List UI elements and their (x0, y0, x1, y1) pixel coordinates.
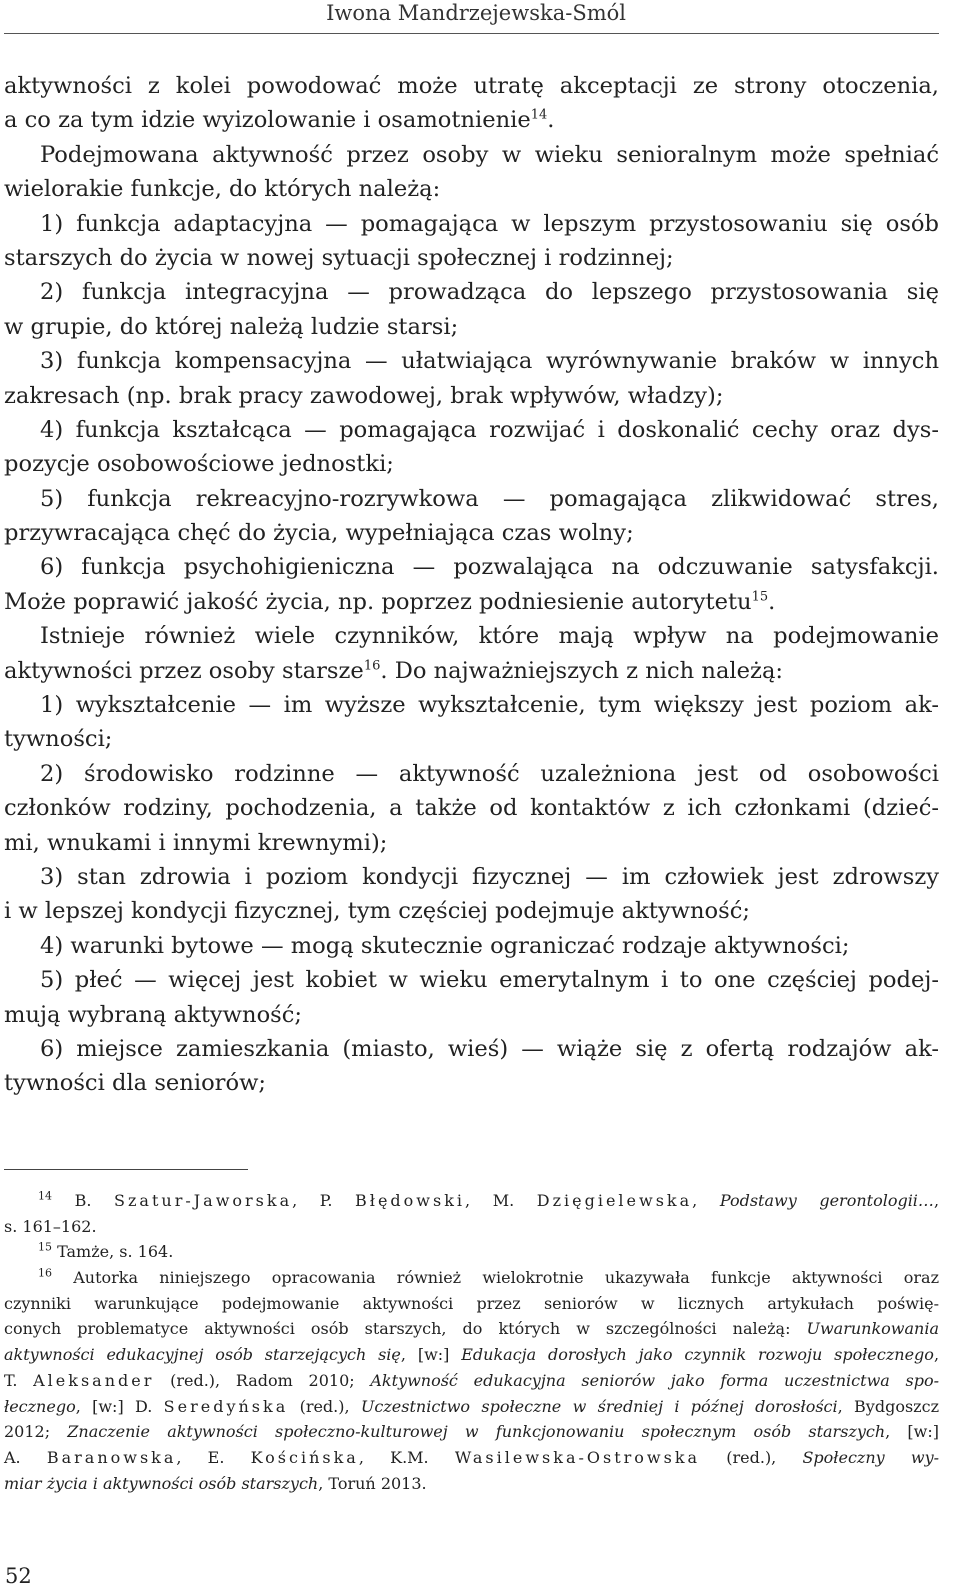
author-name: Kościńska (250, 1447, 359, 1467)
footnote-16-line (4, 1368, 939, 1394)
text-span: , K.M. (358, 1447, 455, 1467)
text-line: pozycje osobowościowe jednostki; (4, 451, 394, 478)
text-span: conych problematyce aktywności osób starszych, do których w szczególności należą: (4, 1319, 807, 1339)
footnote-14 (4, 1188, 939, 1214)
author-name: Aleksander (33, 1370, 155, 1390)
main-text (4, 69, 939, 1101)
text-line: wielorakie funkcje, do których należą: (4, 176, 441, 203)
text-span: , E. (176, 1447, 251, 1467)
footnote-15 (4, 1239, 939, 1265)
text-line: Istnieje również wiele czynników, które mają wpływ na podejmowanie (40, 623, 939, 650)
text-span: , Bydgoszcz (837, 1396, 939, 1416)
running-head (0, 0, 943, 34)
text-span: . Do najważniejszych z nich należą: (380, 657, 784, 684)
text-line: mują wybraną aktywność; (4, 1001, 303, 1028)
text-line: tywności dla seniorów; (4, 1070, 267, 1097)
text-span: (red.), (288, 1396, 361, 1416)
text-line: 3) funkcja kompensacyjna — ułatwiająca wyrównywanie braków w innych (40, 348, 939, 375)
author-name: Seredyńska (163, 1396, 289, 1416)
text-span: . (768, 588, 776, 615)
italic-title: łecznego (4, 1396, 76, 1416)
text-line: 4) warunki bytowe — mogą skutecznie ograniczać rodzaje aktywności; (40, 932, 850, 959)
text-span: Autorka niniejszego opracowania również wielokrotnie ukazywała funkcje aktywności oraz (52, 1268, 939, 1288)
author-name: Baranowska (46, 1447, 177, 1467)
footnote-14-cont: s. 161–162. (4, 1216, 97, 1236)
text-span: T. (4, 1370, 34, 1390)
text-line: członków rodziny, pochodzenia, a także od kontaktów z ich członkami (dzieć- (4, 795, 939, 822)
text-line: 5) funkcja rekreacyjno-rozrywkowa — pomagająca zlikwidować stres, (40, 485, 939, 512)
italic-title: Aktywność edukacyjna seniorów jako forma uczestnictwa spo- (370, 1370, 940, 1390)
text-line: 1) funkcja adaptacyjna — pomagająca w lepszym przystosowaniu się osób (40, 210, 939, 237)
footnote-16-line (4, 1342, 939, 1368)
footnote-16-line (4, 1471, 939, 1497)
footnote-16-line (4, 1445, 939, 1471)
text-line: starszych do życia w nowej sytuacji społecznej i rodzinnej; (4, 244, 674, 271)
footnote-number: 15 (38, 1241, 52, 1255)
footnote-16 (4, 1265, 939, 1291)
footnote-ref-14: 14 (530, 107, 548, 123)
text-line: tywności; (4, 726, 113, 753)
text-line: 1) wykształcenie — im wyższe wykształcenie, tym większy jest poziom ak- (40, 692, 939, 719)
text-span: a co za tym idzie wyizolowanie i osamotnienie (4, 107, 531, 134)
text-span: 2012; (4, 1422, 68, 1442)
text-line: przywracająca chęć do życia, wypełniająca czas wolny; (4, 520, 634, 547)
text-line (4, 585, 939, 619)
text-line: 3) stan zdrowia i poziom kondycji fizycznej — im człowiek jest zdrowszy (40, 863, 939, 890)
text-span: , P. (292, 1191, 355, 1210)
text-span: B. (52, 1191, 115, 1210)
footnote-16-line (4, 1394, 939, 1420)
text-span: , [w:] D. (75, 1396, 164, 1416)
text-line (4, 103, 939, 137)
italic-title: Uczestnictwo społeczne w średniej i późnej dorosłości (360, 1396, 838, 1416)
italic-title: Edukacja dorosłych jako czynnik rozwoju społecznego (461, 1345, 934, 1365)
italic-title: Uwarunkowania (806, 1319, 939, 1339)
text-span: , [w:] (885, 1422, 939, 1442)
author-name: Szatur-Jaworska (114, 1191, 293, 1210)
text-line: 2) funkcja integracyjna — prowadząca do lepszego przystosowania się (40, 279, 939, 306)
text-span: , M. (465, 1191, 537, 1210)
text-span: . (547, 107, 555, 134)
italic-title: aktywności edukacyjnej osób starzejących się (4, 1345, 401, 1365)
text-line: 2) środowisko rodzinne — aktywność uzależniona jest od osobowości (40, 760, 939, 787)
running-head-author: Iwona Mandrzejewska-Smól (326, 1, 626, 25)
book-title: Podstawy gerontologii… (719, 1191, 934, 1210)
text-span: , Toruń 2013. (318, 1473, 427, 1493)
author-name: Błędowski (355, 1191, 466, 1210)
text-span: , (692, 1191, 720, 1210)
text-line: aktywności z kolei powodować może utratę akceptacji ze strony otoczenia, (4, 73, 939, 99)
text-span: , (933, 1191, 940, 1210)
text-line: 5) płeć — więcej jest kobiet w wieku emerytalnym i to one częściej podej- (40, 967, 939, 994)
footnote-16-line (4, 1419, 939, 1445)
text-line: 4) funkcja kształcąca — pomagająca rozwijać i doskonalić cechy oraz dys- (40, 416, 939, 443)
italic-title: Społeczny wy- (802, 1447, 940, 1467)
footnote-number: 16 (38, 1266, 52, 1280)
author-name: Wasilewska-Ostrowska (454, 1447, 701, 1467)
text-line: zakresach (np. brak pracy zawodowej, brak wpływów, władzy); (4, 382, 724, 409)
text-span: , [w:] (400, 1345, 462, 1365)
text-span: aktywności przez osoby starsze (4, 657, 364, 684)
text-span: A. (4, 1447, 47, 1467)
text-span: (red.), Radom 2010; (154, 1370, 371, 1390)
footnote-ref-15: 15 (751, 589, 769, 605)
text-line (4, 654, 939, 688)
italic-title: miar życia i aktywności osób starszych (4, 1473, 319, 1493)
text-line: 6) miejsce zamieszkania (miasto, wieś) — wiąże się z ofertą rodzajów ak- (40, 1035, 939, 1062)
footnote-number: 14 (38, 1189, 52, 1203)
footnotes (4, 1188, 939, 1496)
italic-title: Znaczenie aktywności społeczno-kulturowej w funkcjonowaniu społecznym osób starszych (67, 1422, 886, 1442)
author-name: Dzięgielewska (536, 1191, 693, 1210)
text-span: , (933, 1345, 940, 1365)
footnote-rule (4, 1169, 248, 1170)
text-line: w grupie, do której należą ludzie starsi; (4, 313, 459, 340)
footnote-ref-16: 16 (363, 658, 381, 674)
text-line: 6) funkcja psychohigieniczna — pozwalająca na odczuwanie satysfakcji. (40, 554, 939, 581)
footnote-16-line: czynniki warunkujące podejmowanie aktywności przez seniorów w licznych artykułach poświę- (4, 1293, 939, 1313)
text-span: Tamże, s. 164. (52, 1242, 174, 1262)
header-rule (4, 33, 939, 34)
footnote-16-line (4, 1316, 939, 1342)
text-line: Podejmowana aktywność przez osoby w wieku senioralnym może spełniać (40, 141, 939, 168)
text-line: mi, wnukami i innymi krewnymi); (4, 829, 388, 856)
page-number: 52 (5, 1564, 32, 1588)
text-line: i w lepszej kondycji fizycznej, tym częściej podejmuje aktywność; (4, 898, 750, 925)
text-span: Może poprawić jakość życia, np. poprzez podniesienie autorytetu (4, 588, 752, 615)
text-span: (red.), (700, 1447, 803, 1467)
